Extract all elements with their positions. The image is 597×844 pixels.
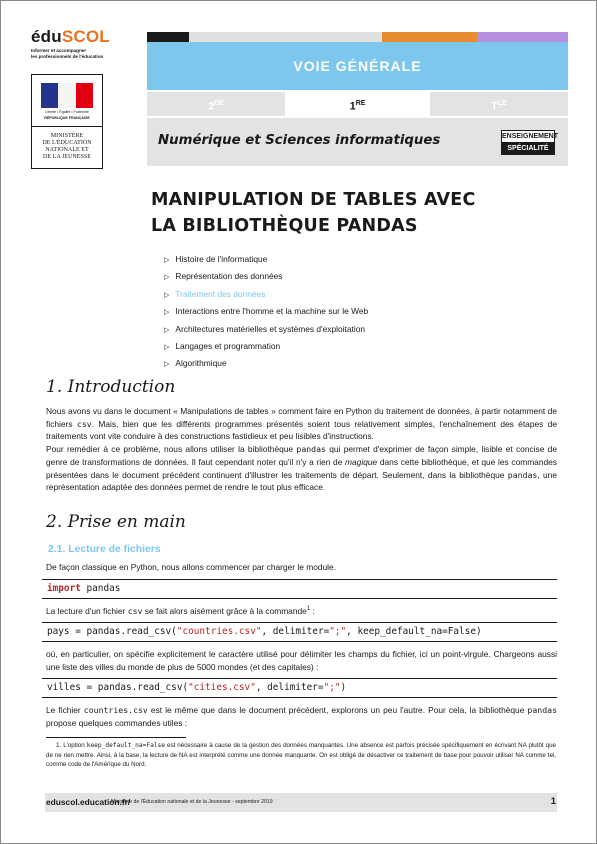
page-number: 1 <box>550 796 556 807</box>
lecture-paragraph-4: Le fichier countries.csv est le même que dans le document précédent, explorons un peu l'autre. Pour cela, la bibliothèque pandas propose quelques commandes utiles : <box>46 705 557 728</box>
page-footer <box>45 793 557 812</box>
badge-specialite: SPÉCIALITÉ <box>501 143 555 155</box>
topic-item[interactable]: ▷ Algorithmique <box>164 355 368 372</box>
republic-motto: Liberté • Égalité • Fraternité <box>45 110 89 114</box>
topic-item[interactable]: ▷ Histoire de l'informatique <box>164 251 368 268</box>
code-block-read-cities[interactable]: villes = pandas.read_csv("cities.csv", delimiter=";") <box>42 678 557 698</box>
lecture-paragraph-2: La lecture d'un fichier csv se fait alors aisément grâce à la commande$^1$ : <box>46 605 315 616</box>
topic-item[interactable]: ▷ Langages et programmation <box>164 338 368 355</box>
eduscol-tagline: Informer et accompagner les professionnels de l'éducation <box>31 48 104 59</box>
ministry-logo <box>31 74 103 169</box>
footnote-separator <box>46 737 186 738</box>
footnote: 1. L'option keep_default_na=False est nécessaire à cause de la gestion des données manquantes. Une absence est parfois précisée spécifiquement en écrivant NA plutôt que de ne rien mettre. Ainsi, à la base, la lecture de NA est interprété comme une donnée manquante. On est obligé de désactiver ce traitement de base pour pouvoir utiliser NA comme tel, comme code de l'Amérique du Nord. <box>46 742 556 769</box>
colorbar-segment <box>189 32 229 42</box>
subject-name: Numérique et Sciences informatiques <box>158 133 441 148</box>
colorbar-segment <box>477 32 568 42</box>
voie-generale-banner: VOIE GÉNÉRALE <box>147 42 568 90</box>
colorbar-segment <box>382 32 477 42</box>
footnote-ref: 1 <box>306 606 311 612</box>
ministry-name: MINISTÈRE DE L'ÉDUCATION NATIONALE ET DE LA JEUNESSE <box>42 133 92 161</box>
lecture-paragraph-3: où, en particulier, on spécifie explicitement le caractère utilisé pour délimiter les champs du fichier, ici un point-virgule. Chargeons aussi une liste des villes du monde de plus de 5000 mondes (et des capitales) : <box>46 649 557 672</box>
eduscol-wordmark: éduSCOL <box>31 27 110 46</box>
subject-banner <box>147 118 568 166</box>
section-heading-introduction: 1. Introduction <box>46 377 176 397</box>
level-tle[interactable]: $T^{LE}$ <box>430 92 568 116</box>
republic-name: RÉPUBLIQUE FRANÇAISE <box>44 116 90 121</box>
badge-enseignement: ENSEIGNEMENT <box>501 130 555 143</box>
level-tabs <box>147 92 568 116</box>
topic-item[interactable]: ▷ Architectures matérielles et systèmes d'exploitation <box>164 321 368 338</box>
header-color-bar <box>147 32 568 42</box>
topic-item-current[interactable]: ▷ Traitement des données <box>164 286 368 303</box>
footer-ministry-date: Ministère de l'Éducation nationale et de la Jeunesse - septembre 2019 <box>111 799 273 805</box>
subsection-heading-lecture: 2.1. Lecture de fichiers <box>48 544 161 555</box>
topic-list <box>164 251 368 373</box>
topic-item[interactable]: ▷ Interactions entre l'homme et la machine sur le Web <box>164 303 368 320</box>
section-heading-prise-en-main: 2. Prise en main <box>46 512 186 532</box>
level-1re[interactable]: 1RE <box>288 92 426 116</box>
document-title: MANIPULATION DE TABLES AVEC LA BIBLIOTHÈQUE PANDAS <box>151 190 476 236</box>
intro-paragraph: Nous avons vu dans le document « Manipulations de tables » comment faire en Python du traitement de données, à partir notamment de fichiers csv. Mais, bien que les différents programmes présentés soient tous relativement simples, l'enchaînement des étapes de traitements vont vite conduire à des constructions fastidieux et peu lisibles d'instructions. Pour remédier à ce problème, nous allons utiliser la bibliothèque pandas qui permet d'exprimer de façon simple, lisible et concise de genre de transformations de données. Il faut cependant noter qu'il n'y a rien de magique dans cette bibliothèque, et que les commandes présentées dans le document précédent continuent d'illustrer les traitements de départ. Seulement, dans la bibliothèque pandas, une représentation adaptée des données permet de rendre le tout plus efficace. <box>46 406 557 493</box>
eduscol-logo[interactable] <box>31 27 111 59</box>
marianne-flag-icon <box>41 83 93 108</box>
level-2de[interactable]: 2DE <box>147 92 285 116</box>
topic-item[interactable]: ▷ Représentation des données <box>164 268 368 285</box>
footer-site-link[interactable]: eduscol.education.fr/ <box>46 797 131 807</box>
code-block-read-countries[interactable]: pays = pandas.read_csv("countries.csv", delimiter=";", keep_default_na=False) <box>42 622 557 642</box>
colorbar-segment <box>229 32 382 42</box>
code-block-import[interactable]: import pandas <box>42 579 557 599</box>
lecture-paragraph-1: De façon classique en Python, nous allons commencer par charger le module. <box>46 562 337 572</box>
colorbar-segment <box>147 32 189 42</box>
